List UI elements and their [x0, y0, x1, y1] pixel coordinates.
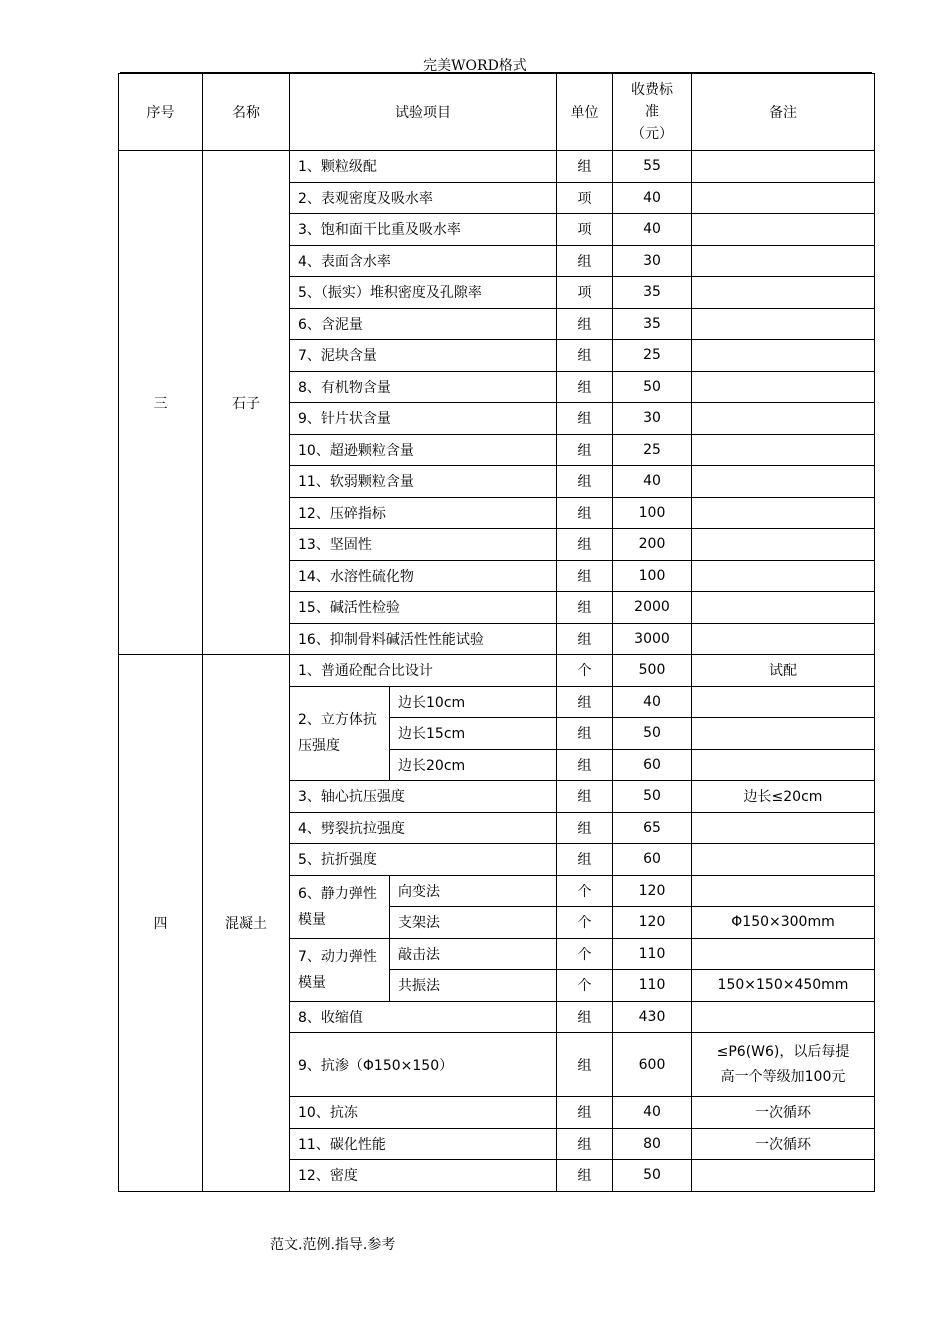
fee-cell: 3000 — [613, 623, 692, 655]
col-header-item: 试验项目 — [290, 74, 557, 151]
group-item-cell — [290, 875, 390, 938]
sub-item-cell: 共振法 — [390, 970, 557, 1002]
table-row — [119, 655, 875, 687]
unit-cell: 组 — [557, 1001, 613, 1033]
item-cell: 10、抗冻 — [290, 1097, 557, 1129]
group-item-line2: 模量 — [298, 974, 326, 991]
remark-cell — [692, 1033, 875, 1097]
fee-cell: 50 — [613, 371, 692, 403]
item-cell: 12、密度 — [290, 1160, 557, 1192]
table-header-row — [119, 74, 875, 151]
unit-cell: 组 — [557, 560, 613, 592]
item-cell: 13、坚固性 — [290, 529, 557, 561]
remark-cell: 一次循环 — [692, 1128, 875, 1160]
unit-cell: 项 — [557, 277, 613, 309]
unit-cell: 项 — [557, 214, 613, 246]
remark-cell — [692, 844, 875, 876]
unit-cell: 组 — [557, 497, 613, 529]
item-cell: 2、表观密度及吸水率 — [290, 182, 557, 214]
fee-cell: 40 — [613, 182, 692, 214]
group-item-line1: 7、动力弹性 — [298, 948, 377, 965]
section-no-stone: 三 — [119, 151, 203, 655]
item-cell: 9、抗渗（Φ150×150） — [290, 1033, 557, 1097]
item-cell: 4、劈裂抗拉强度 — [290, 812, 557, 844]
item-cell: 9、针片状含量 — [290, 403, 557, 435]
fee-cell: 600 — [613, 1033, 692, 1097]
item-cell: 8、有机物含量 — [290, 371, 557, 403]
fee-cell: 40 — [613, 1097, 692, 1129]
item-cell: 3、轴心抗压强度 — [290, 781, 557, 813]
col-header-name: 名称 — [203, 74, 290, 151]
fee-cell: 120 — [613, 875, 692, 907]
remark-cell: 试配 — [692, 655, 875, 687]
page-footer: 范文.范例.指导.参考 — [270, 1237, 396, 1253]
fee-cell: 40 — [613, 686, 692, 718]
remark-cell — [692, 245, 875, 277]
item-cell: 15、碱活性检验 — [290, 592, 557, 624]
unit-cell: 组 — [557, 749, 613, 781]
sub-item-cell: 向变法 — [390, 875, 557, 907]
unit-cell: 组 — [557, 529, 613, 561]
item-cell: 1、普通砼配合比设计 — [290, 655, 557, 687]
unit-cell: 组 — [557, 718, 613, 750]
item-cell: 11、软弱颗粒含量 — [290, 466, 557, 498]
remark-cell — [692, 718, 875, 750]
fee-cell: 65 — [613, 812, 692, 844]
unit-cell: 组 — [557, 371, 613, 403]
unit-cell: 组 — [557, 1128, 613, 1160]
col-header-unit: 单位 — [557, 74, 613, 151]
fee-cell: 50 — [613, 781, 692, 813]
fee-cell: 110 — [613, 970, 692, 1002]
col-header-no: 序号 — [119, 74, 203, 151]
unit-cell: 组 — [557, 1160, 613, 1192]
unit-cell: 个 — [557, 938, 613, 970]
item-cell: 3、饱和面干比重及吸水率 — [290, 214, 557, 246]
sub-item-cell: 边长20cm — [390, 749, 557, 781]
remark-cell — [692, 1160, 875, 1192]
unit-cell: 组 — [557, 340, 613, 372]
page-header: 完美WORD格式 — [423, 58, 527, 74]
unit-cell: 组 — [557, 151, 613, 183]
fee-cell: 100 — [613, 560, 692, 592]
col-header-fee — [613, 74, 692, 151]
item-cell: 14、水溶性硫化物 — [290, 560, 557, 592]
remark-cell — [692, 560, 875, 592]
unit-cell: 组 — [557, 781, 613, 813]
group-item-cell — [290, 938, 390, 1001]
remark-line2: 高一个等级加100元 — [720, 1068, 846, 1085]
group-item-line2: 模量 — [298, 911, 326, 928]
group-item-cell — [290, 686, 390, 781]
item-cell: 5、（振实）堆积密度及孔隙率 — [290, 277, 557, 309]
fee-cell: 55 — [613, 151, 692, 183]
remark-cell — [692, 371, 875, 403]
fee-cell: 430 — [613, 1001, 692, 1033]
fee-cell: 40 — [613, 466, 692, 498]
remark-cell — [692, 1001, 875, 1033]
fee-cell: 60 — [613, 844, 692, 876]
fee-cell: 50 — [613, 718, 692, 750]
col-header-remark: 备注 — [692, 74, 875, 151]
fee-cell: 60 — [613, 749, 692, 781]
fee-cell: 35 — [613, 308, 692, 340]
remark-cell — [692, 875, 875, 907]
unit-cell: 组 — [557, 403, 613, 435]
item-cell: 12、压碎指标 — [290, 497, 557, 529]
remark-cell — [692, 466, 875, 498]
col-header-fee-line2: 准 — [645, 104, 659, 120]
fee-cell: 110 — [613, 938, 692, 970]
remark-cell — [692, 623, 875, 655]
unit-cell: 组 — [557, 844, 613, 876]
section-name-concrete: 混凝土 — [203, 655, 290, 1192]
remark-cell — [692, 403, 875, 435]
remark-cell — [692, 277, 875, 309]
item-cell: 1、颗粒级配 — [290, 151, 557, 183]
unit-cell: 组 — [557, 308, 613, 340]
fee-cell: 25 — [613, 340, 692, 372]
remark-cell — [692, 182, 875, 214]
section-name-stone: 石子 — [203, 151, 290, 655]
unit-cell: 组 — [557, 592, 613, 624]
fee-cell: 500 — [613, 655, 692, 687]
remark-cell: 一次循环 — [692, 1097, 875, 1129]
remark-cell: 边长≤20cm — [692, 781, 875, 813]
remark-line1: ≤P6(W6)，以后每提 — [716, 1043, 850, 1060]
unit-cell: 组 — [557, 245, 613, 277]
item-cell: 16、抑制骨料碱活性性能试验 — [290, 623, 557, 655]
remark-cell — [692, 151, 875, 183]
fee-cell: 2000 — [613, 592, 692, 624]
item-cell: 7、泥块含量 — [290, 340, 557, 372]
sub-item-cell: 边长10cm — [390, 686, 557, 718]
fee-cell: 200 — [613, 529, 692, 561]
remark-cell — [692, 812, 875, 844]
unit-cell: 组 — [557, 812, 613, 844]
col-header-fee-line1: 收费标 — [631, 82, 673, 98]
sub-item-cell: 边长15cm — [390, 718, 557, 750]
fee-cell: 100 — [613, 497, 692, 529]
group-item-line1: 2、立方体抗 — [298, 712, 377, 729]
remark-cell — [692, 497, 875, 529]
remark-cell — [692, 686, 875, 718]
fee-cell: 50 — [613, 1160, 692, 1192]
remark-cell — [692, 749, 875, 781]
fee-cell: 120 — [613, 907, 692, 939]
fee-cell: 40 — [613, 214, 692, 246]
remark-cell — [692, 308, 875, 340]
item-cell: 8、收缩值 — [290, 1001, 557, 1033]
unit-cell: 个 — [557, 970, 613, 1002]
sub-item-cell: 敲击法 — [390, 938, 557, 970]
unit-cell: 组 — [557, 1097, 613, 1129]
remark-cell: 150×150×450mm — [692, 970, 875, 1002]
remark-cell — [692, 592, 875, 624]
remark-cell — [692, 434, 875, 466]
remark-cell: Φ150×300mm — [692, 907, 875, 939]
fee-cell: 30 — [613, 245, 692, 277]
table-row — [119, 151, 875, 183]
unit-cell: 个 — [557, 875, 613, 907]
item-cell: 4、表面含水率 — [290, 245, 557, 277]
fee-cell: 30 — [613, 403, 692, 435]
group-item-line1: 6、静力弹性 — [298, 885, 377, 902]
unit-cell: 个 — [557, 655, 613, 687]
fee-cell: 35 — [613, 277, 692, 309]
item-cell: 6、含泥量 — [290, 308, 557, 340]
unit-cell: 组 — [557, 1033, 613, 1097]
unit-cell: 项 — [557, 182, 613, 214]
unit-cell: 个 — [557, 907, 613, 939]
col-header-fee-line3: （元） — [631, 126, 673, 142]
sub-item-cell: 支架法 — [390, 907, 557, 939]
unit-cell: 组 — [557, 623, 613, 655]
item-cell: 5、抗折强度 — [290, 844, 557, 876]
unit-cell: 组 — [557, 434, 613, 466]
item-cell: 10、超逊颗粒含量 — [290, 434, 557, 466]
remark-cell — [692, 938, 875, 970]
unit-cell: 组 — [557, 466, 613, 498]
group-item-line2: 压强度 — [298, 738, 340, 755]
remark-cell — [692, 529, 875, 561]
fee-cell: 25 — [613, 434, 692, 466]
fee-table — [118, 73, 875, 1192]
unit-cell: 组 — [557, 686, 613, 718]
item-cell: 11、碳化性能 — [290, 1128, 557, 1160]
fee-cell: 80 — [613, 1128, 692, 1160]
remark-cell — [692, 214, 875, 246]
section-no-concrete: 四 — [119, 655, 203, 1192]
remark-cell — [692, 340, 875, 372]
